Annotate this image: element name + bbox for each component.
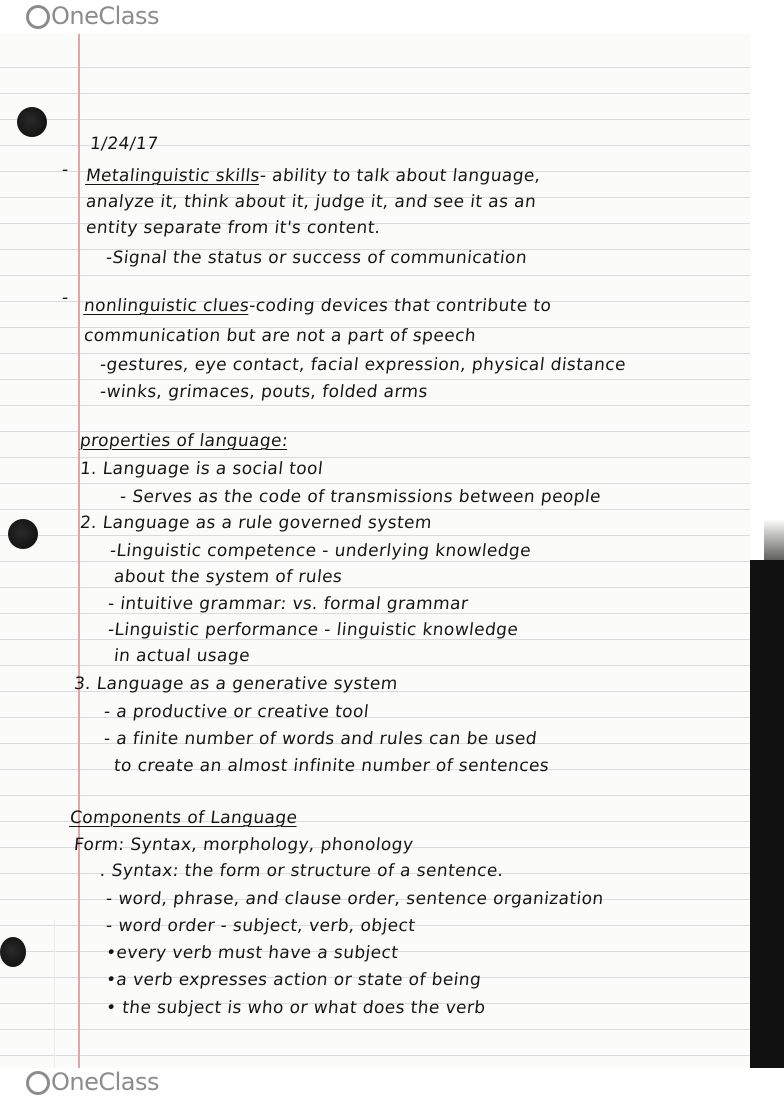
red-margin-line [78,34,80,1068]
note-date: 1/24/17 [88,134,160,154]
logo-ring-icon [26,5,50,29]
syntax-bullet-2: - word order - subject, verb, object [104,916,417,936]
property-3-sub-2a: - a finite number of words and rules can be used [102,729,539,749]
binder-hole [8,519,38,549]
logo-text-footer: OneClass [51,1068,160,1096]
oneclass-logo[interactable] [26,2,159,30]
syntax-bullet-5: • the subject is who or what does the verb [104,998,487,1018]
metalinguistic-line-1 [85,166,542,186]
nonlinguistic-line-2: communication but are not a part of speech [82,326,478,346]
metalinguistic-sub-1: -Signal the status or success of communication [104,248,529,268]
property-2-sub-2: - intuitive grammar: vs. formal grammar [106,594,470,614]
components-form: Form: Syntax, morphology, phonology [72,835,415,855]
bullet-dash: - [60,288,70,308]
metalinguistic-line-2: analyze it, think about it, judge it, and see it as an [84,192,538,212]
binder-hole [17,107,47,137]
property-3-sub-1: - a productive or creative tool [102,702,370,722]
property-2-sub-1a: -Linguistic competence - underlying knowledge [108,541,533,561]
faint-margin-line [54,920,55,1068]
property-3: 3. Language as a generative system [72,674,399,694]
property-3-sub-2b: to create an almost infinite number of sentences [112,756,551,776]
def-nonlinguistic-1: -coding devices that contribute to [248,296,553,316]
property-2-sub-3a: -Linguistic performance - linguistic knowledge [106,620,520,640]
property-2: 2. Language as a rule governed system [78,513,433,533]
term-nonlinguistic: nonlinguistic clues [82,296,251,316]
syntax-bullet-3: •every verb must have a subject [104,943,400,963]
logo-text: OneClass [51,2,160,30]
property-1: 1. Language is a social tool [78,459,325,479]
nonlinguistic-sub-2: -winks, grimaces, pouts, folded arms [98,382,429,402]
binder-hole [0,937,26,967]
components-syntax: . Syntax: the form or structure of a sentence. [98,861,505,881]
bullet-dash: - [60,160,70,180]
properties-heading: properties of language: [78,431,290,451]
nonlinguistic-line-1 [83,296,552,316]
syntax-bullet-1: - word, phrase, and clause order, sentence organization [104,889,605,909]
components-heading: Components of Language [68,808,299,828]
property-1-sub: - Serves as the code of transmissions between people [118,487,602,507]
oneclass-logo-footer[interactable] [26,1068,159,1096]
property-2-sub-1b: about the system of rules [112,567,344,587]
page-shadow-edge [750,560,784,1068]
term-metalinguistic: Metalinguistic skills [84,166,261,186]
def-metalinguistic-1: - ability to talk about language, [258,166,542,186]
syntax-bullet-4: •a verb expresses action or state of being [104,970,483,990]
header-bar [0,0,784,34]
nonlinguistic-sub-1: -gestures, eye contact, facial expression, physical distance [98,355,627,375]
property-2-sub-3b: in actual usage [112,646,252,666]
logo-ring-icon [26,1071,50,1095]
metalinguistic-line-3: entity separate from it's content. [84,218,382,238]
